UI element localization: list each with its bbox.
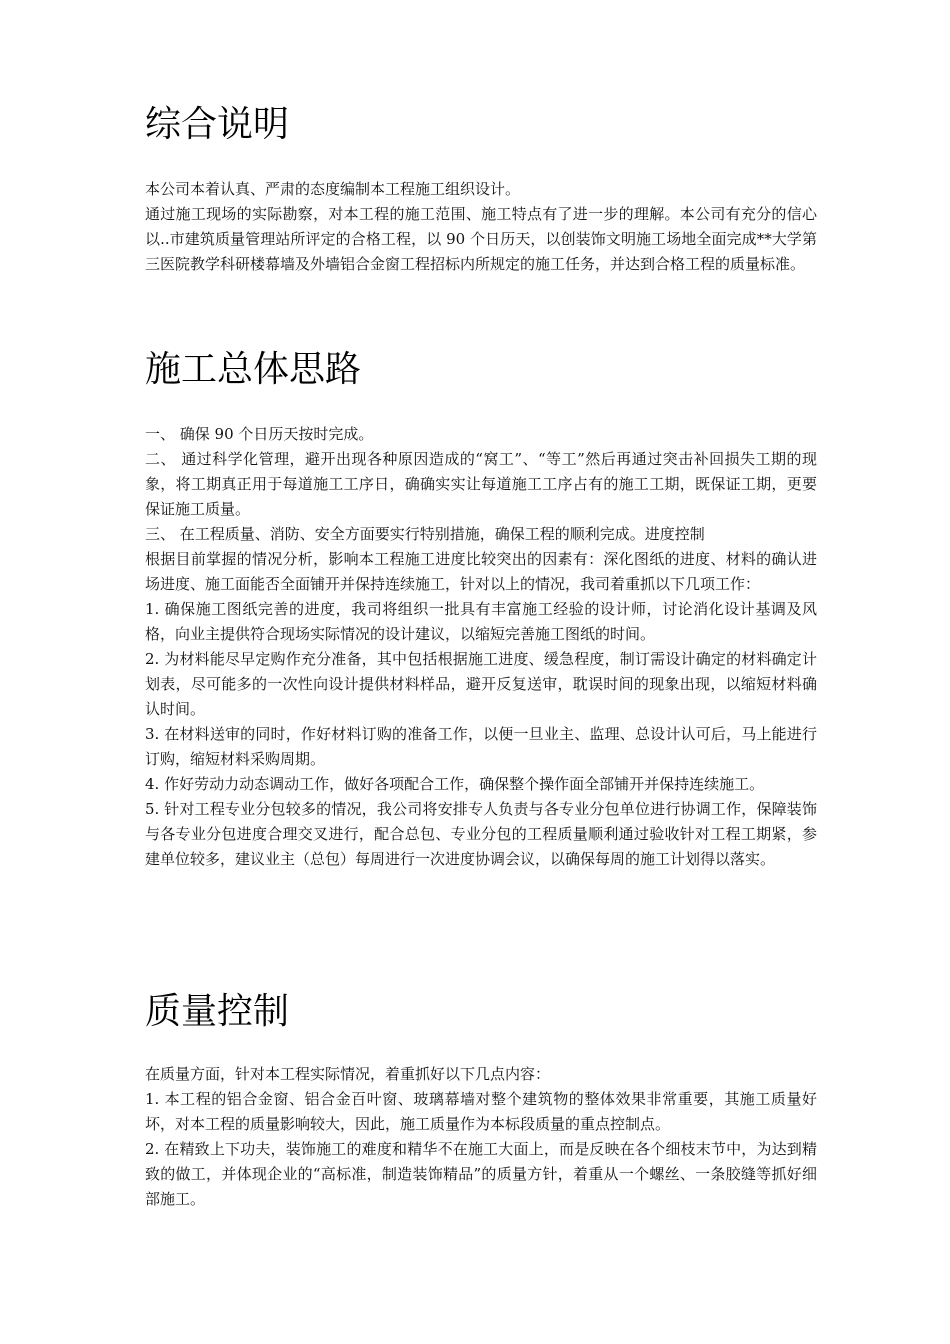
quality-section xyxy=(145,990,817,1212)
approach-heading: 施工总体思路 xyxy=(145,349,362,390)
approach-section xyxy=(145,348,817,872)
quality-body xyxy=(145,1062,817,1212)
approach-paragraph: 3. 在材料送审的同时，作好材料订购的准备工作，以便一旦业主、监理、总设计认可后，马上能进行订购，缩短材料采购周期。 xyxy=(145,725,817,768)
approach-paragraph: 5. 针对工程专业分包较多的情况，我公司将安排专人负责与各专业分包单位进行协调工作，保障装饰与各专业分包进度合理交叉进行，配合总包、专业分包的工程质量顺利通过验收针对工程工期紧，参建单位较多，建议业主（总包）每周进行一次进度协调会议，以确保每周的施工计划得以落实。 xyxy=(145,800,817,868)
approach-paragraph: 2. 为材料能尽早定购作充分准备，其中包括根据施工进度、缓急程度，制订需设计确定的材料确定计划表，尽可能多的一次性向设计提供材料样品，避开反复送审，耽误时间的现象出现，以缩短材料确认时间。 xyxy=(145,650,817,718)
approach-paragraph: 4. 作好劳动力动态调动工作，做好各项配合工作，确保整个操作面全部铺开并保持连续施工。 xyxy=(145,775,765,793)
summary-heading: 综合说明 xyxy=(145,104,290,145)
approach-paragraph: 一、 确保 90 个日历天按时完成。 xyxy=(145,425,374,443)
approach-paragraph: 根据目前掌握的情况分析，影响本工程施工进度比较突出的因素有：深化图纸的进度、材料的确认进场进度、施工面能否全面铺开并保持连续施工，针对以上的情况，我司着重抓以下几项工作： xyxy=(145,550,817,593)
approach-body xyxy=(145,422,817,872)
approach-paragraph: 1. 确保施工图纸完善的进度，我司将组织一批具有丰富施工经验的设计师，讨论消化设计基调及风格，向业主提供符合现场实际情况的设计建议，以缩短完善施工图纸的时间。 xyxy=(145,600,817,643)
quality-paragraph: 2. 在精致上下功夫，装饰施工的难度和精华不在施工大面上，而是反映在各个细枝末节中，为达到精致的做工，并体现企业的“高标准，制造装饰精品”的质量方针，着重从一个螺丝、一条胶缝等抓好细部施工。 xyxy=(145,1140,817,1208)
summary-paragraph: 通过施工现场的实际勘察，对本工程的施工范围、施工特点有了进一步的理解。本公司有充分的信心以..市建筑质量管理站所评定的合格工程，以 90 个日历天，以创装饰文明施工场地全面完成**大学第三医院教学科研楼幕墙及外墙铝合金窗工程招标内所规定的施工任务，并达到合格工程的质量标准。 xyxy=(145,205,817,273)
summary-body xyxy=(145,177,817,277)
quality-heading: 质量控制 xyxy=(145,991,290,1032)
summary-section xyxy=(145,103,817,277)
summary-paragraph: 本公司本着认真、严肃的态度编制本工程施工组织设计。 xyxy=(145,180,521,198)
approach-paragraph: 二、 通过科学化管理，避开出现各种原因造成的“窝工”、“等工”然后再通过突击补回损失工期的现象，将工期真正用于每道施工工序日，确确实实让每道施工工序占有的施工工期，既保证工期，更要保证施工质量。 xyxy=(145,450,817,518)
quality-paragraph: 在质量方面，针对本工程实际情况，着重抓好以下几点内容： xyxy=(145,1065,551,1083)
approach-paragraph: 三、 在工程质量、消防、安全方面要实行特别措施，确保工程的顺利完成。进度控制 xyxy=(145,525,705,543)
quality-paragraph: 1. 本工程的铝合金窗、铝合金百叶窗、玻璃幕墙对整个建筑物的整体效果非常重要，其施工质量好坏，对本工程的质量影响较大，因此，施工质量作为本标段质量的重点控制点。 xyxy=(145,1090,817,1133)
